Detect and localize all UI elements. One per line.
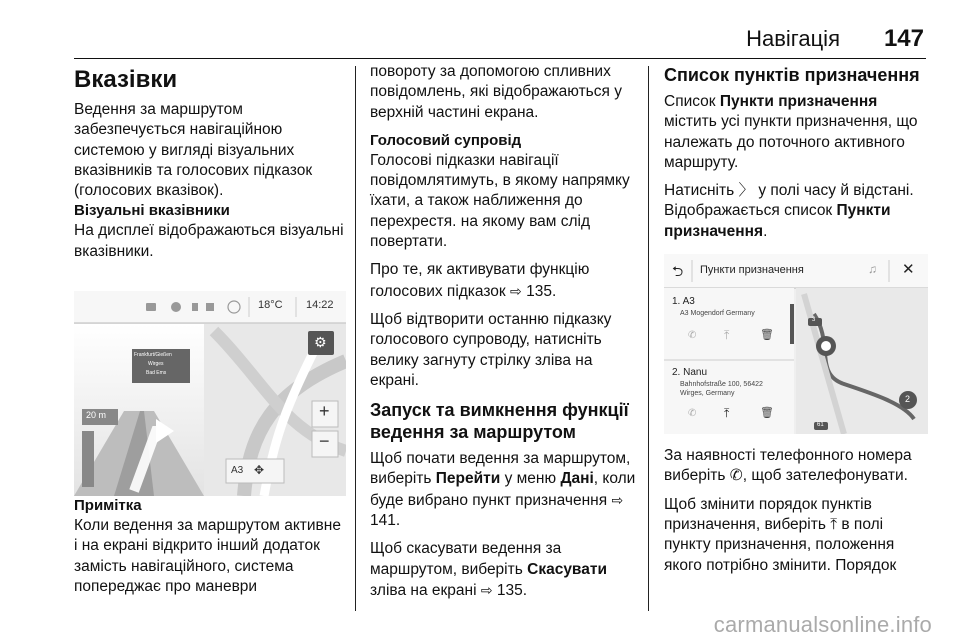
zoom-out-icon[interactable]: − bbox=[319, 431, 330, 452]
reorder-destination-text: Щоб змінити порядок пунктів призначення, виберіть ⤒ в полі пункту призначення, положення якого потрібно змінити. Порядок bbox=[664, 495, 897, 574]
move-destination-icon[interactable]: ⤒ bbox=[724, 406, 730, 421]
voice-guidance-text: Голосові підказки навігації повідомлятимуть, в якому напрямку їхати, а також наближення до перехрестя. на якому вам слід повертати. bbox=[370, 151, 630, 251]
section-heading-guidance: Вказівки bbox=[74, 66, 178, 93]
destination-1-address: A3 Mogendorf Germany bbox=[680, 310, 755, 318]
delete-icon[interactable]: 🗑 bbox=[760, 329, 774, 342]
clock: 14:22 bbox=[306, 299, 334, 312]
call-destination-text: За наявності телефонного номера виберіть ✆, щоб зателефонувати. bbox=[664, 447, 912, 485]
screen-title: Пункти призначення bbox=[700, 264, 804, 277]
watermark: carmanualsonline.info bbox=[713, 612, 932, 637]
destination-2-address: Wirges, Germany bbox=[680, 390, 735, 398]
zoom-in-icon[interactable]: + bbox=[319, 401, 330, 422]
road-name: A3 bbox=[231, 465, 244, 477]
visual-guidance-heading: Візуальні вказівники bbox=[74, 202, 230, 220]
cancel-guidance-text: Щоб скасувати ведення за маршрутом, виберіть Скасувати зліва на екрані ⇨ 135. bbox=[370, 540, 608, 599]
voice-guidance-heading: Голосовий супровід bbox=[370, 131, 522, 149]
back-arrow-icon[interactable]: ⮌ bbox=[672, 263, 684, 280]
destination-list-illustration bbox=[664, 254, 928, 434]
start-stop-guidance-heading: Запуск та вимкнення функції ведення за маршрутом bbox=[370, 400, 629, 443]
delete-icon[interactable]: 🗑 bbox=[760, 407, 774, 420]
close-icon[interactable]: ✕ bbox=[902, 261, 915, 279]
distance-to-turn: 20 m bbox=[86, 410, 107, 421]
map-road-badge: 3 bbox=[812, 317, 816, 324]
destination-1-label[interactable]: 1. A3 bbox=[672, 296, 695, 308]
chapter-title: Навігація bbox=[746, 26, 840, 51]
move-destination-icon[interactable]: ⤒ bbox=[724, 328, 730, 343]
column-2 bbox=[370, 62, 640, 609]
road-junction-icon: ✥ bbox=[254, 463, 265, 478]
guidance-intro: Ведення за маршрутом забезпечується навігаційною системою у вигляді візуальних вказівників та голосових підказок (голосових вказівок). bbox=[74, 101, 313, 200]
page-ref-arrow-icon: ⇨ bbox=[510, 282, 522, 299]
map-road-badge: 61 bbox=[817, 422, 824, 429]
destination-2-label[interactable]: 2. Nanu bbox=[672, 367, 708, 379]
page-header bbox=[74, 18, 926, 59]
phone-icon: ✆ bbox=[729, 467, 743, 485]
phone-icon[interactable]: ✆ bbox=[688, 330, 697, 342]
destination-list-figure bbox=[664, 254, 928, 434]
direction-sign-line: Wirges bbox=[148, 361, 164, 368]
music-note-icon[interactable]: ♫ bbox=[868, 262, 877, 277]
activate-voice-text: Про те, як активувати функцію голосових підказок ⇨ 135. bbox=[370, 261, 590, 300]
page-ref-arrow-icon: ⇨ bbox=[480, 581, 493, 598]
open-list-text: Натисніть 〉 у полі часу й відстані. Відображається список Пункти призначення. bbox=[664, 182, 914, 240]
navigation-screen-illustration bbox=[74, 291, 346, 496]
page-number: 147 bbox=[883, 25, 924, 52]
guidance-screen-figure bbox=[74, 291, 346, 496]
direction-sign-line: Frankfurt/Gießen bbox=[134, 352, 172, 359]
start-guidance-text: Щоб почати ведення за маршрутом, виберіть Перейти у меню Дані, коли буде вибрано пункт призначення ⇨ 141. bbox=[370, 450, 636, 530]
settings-icon[interactable]: ⚙ bbox=[314, 334, 327, 351]
column-1 bbox=[74, 66, 346, 597]
outside-temperature: 18°C bbox=[258, 299, 283, 312]
direction-sign-line: Bad Ems bbox=[146, 370, 167, 377]
repeat-prompt-text: Щоб відтворити останню підказку голосового супроводу, натисніть велику загнуту стрілку зліва на екрані. bbox=[370, 310, 612, 389]
page-ref-arrow-icon: ⇨ bbox=[611, 491, 624, 508]
move-to-top-icon: ⤒ bbox=[830, 515, 838, 533]
phone-icon[interactable]: ✆ bbox=[688, 408, 697, 420]
note-heading: Примітка bbox=[74, 497, 142, 515]
note-text: Коли ведення за маршрутом активне і на екрані відкрито інший додаток замість навігаційного, система попереджає про маневри bbox=[74, 517, 341, 595]
chevron-right-icon: 〉 bbox=[738, 182, 754, 200]
destination-list-heading: Список пунктів призначення bbox=[664, 65, 920, 85]
destination-list-text: Список Пункти призначення містить усі пункти призначення, що належать до поточного активного маршруту. bbox=[664, 93, 918, 171]
visual-guidance-text: На дисплеї відображаються візуальні вказівники. bbox=[74, 222, 344, 260]
note-continued: повороту за допомогою спливних повідомлень, які відображаються у верхній частині екрана. bbox=[370, 63, 622, 121]
column-3 bbox=[664, 62, 932, 576]
column-divider bbox=[648, 66, 649, 611]
column-divider bbox=[355, 66, 356, 611]
map-waypoint-badge: 2 bbox=[905, 394, 911, 405]
destination-2-address: Bahnhofstraße 100, 56422 bbox=[680, 381, 763, 389]
